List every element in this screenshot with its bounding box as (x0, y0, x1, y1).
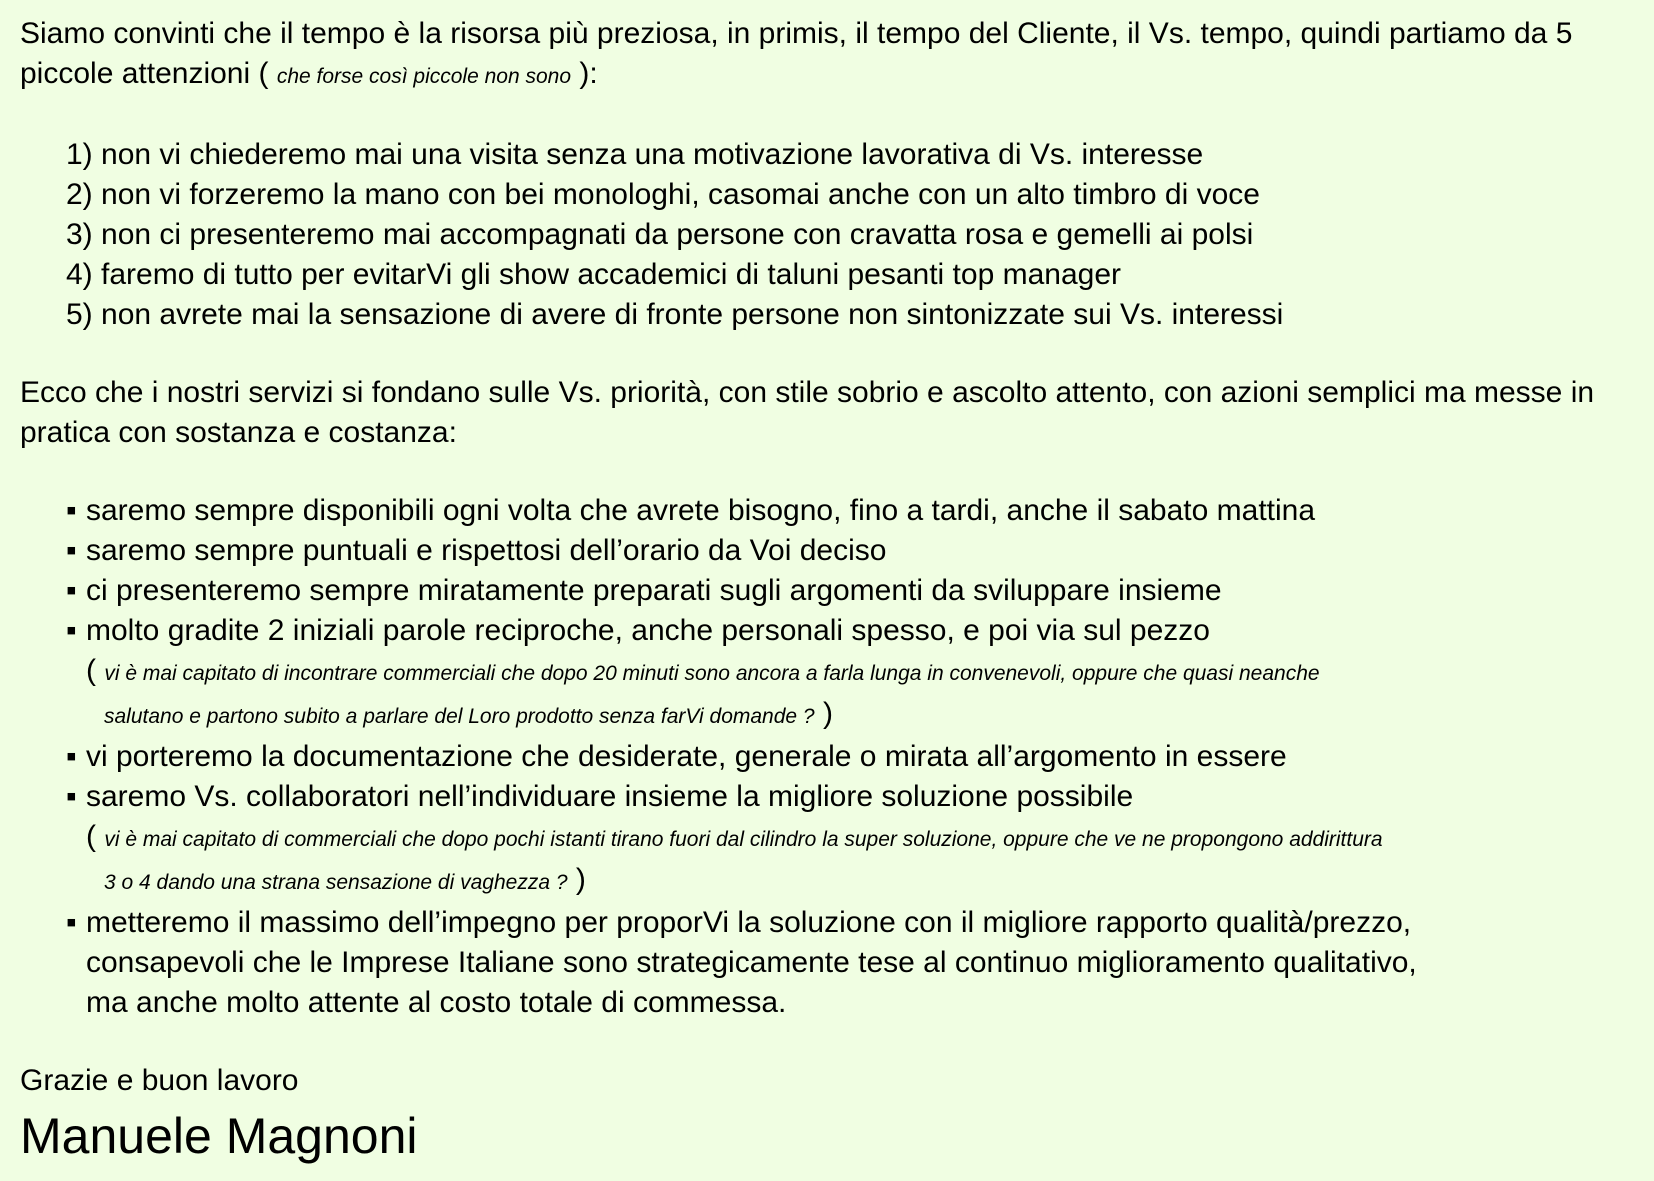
service-text: metteremo il massimo dell’impegno per proporVi la soluzione con il migliore rapporto qualità/prezzo, (86, 906, 1412, 939)
service-text: vi porteremo la documentazione che desiderate, generale o mirata all’argomento in essere (86, 740, 1287, 773)
attention-item: 2) non vi forzeremo la mano con bei monologhi, casomai anche con un alto timbro di voce (66, 178, 1260, 211)
services-intro: Ecco che i nostri servizi si fondano sulle Vs. priorità, con stile sobrio e ascolto attento, con azioni semplici ma messe in pratica con sostanza e costanza: (20, 376, 1595, 449)
service-text: saremo Vs. collaboratori nell’individuare insieme la migliore soluzione possibile (86, 780, 1134, 813)
attention-item: 4) faremo di tutto per evitarVi gli show accademici di taluni pesanti top manager (66, 258, 1121, 291)
intro-paren-close: ): (579, 57, 598, 90)
note-paren-close: ) (822, 697, 833, 730)
service-item (66, 531, 1640, 571)
service-text: ma anche molto attente al costo totale di commessa. (86, 986, 787, 1019)
bullet-icon: ▪ (66, 534, 77, 567)
note-line (86, 651, 1640, 694)
attention-item: 5) non avrete mai la sensazione di avere di fronte persone non sintonizzate sui Vs. interessi (66, 298, 1284, 331)
services-list (20, 491, 1640, 1023)
note-line (86, 694, 1640, 737)
bullet-icon: ▪ (66, 574, 77, 607)
bullet-icon: ▪ (66, 740, 77, 773)
document-page (20, 14, 1640, 1167)
note-line (86, 817, 1640, 860)
service-item (66, 611, 1640, 737)
service-item (66, 491, 1640, 531)
attentions-list (20, 135, 1640, 335)
service-text: consapevoli che le Imprese Italiane sono strategicamente tese al continuo miglioramento qualitativo, (86, 946, 1417, 979)
bullet-icon: ▪ (66, 494, 77, 527)
service-note (86, 817, 1640, 903)
service-item (66, 571, 1640, 611)
bullet-icon: ▪ (66, 906, 77, 939)
note-text: 3 o 4 dando una strana sensazione di vaghezza ? (104, 871, 568, 894)
intro-aside: che forse così piccole non sono (276, 65, 572, 88)
bullet-icon: ▪ (66, 780, 77, 813)
attention-item: 3) non ci presenteremo mai accompagnati da persone con cravatta rosa e gemelli ai polsi (66, 218, 1254, 251)
note-line (86, 860, 1640, 903)
service-text: saremo sempre puntuali e rispettosi dell’orario da Voi deciso (86, 534, 887, 567)
note-paren-open: ( (86, 820, 96, 853)
note-text: vi è mai capitato di commerciali che dopo pochi istanti tirano fuori dal cilindro la super soluzione, oppure che ve ne propongono addirittura (104, 828, 1383, 851)
intro-text: Siamo convinti che il tempo è la risorsa più preziosa, in primis, il tempo del Cliente, il Vs. tempo, quindi partiamo da 5 piccole attenzioni (20, 17, 1573, 90)
intro-paren-open: ( (258, 57, 269, 90)
service-item (66, 777, 1640, 903)
signature: Manuele Magnoni (20, 1108, 418, 1164)
service-text: molto gradite 2 iniziali parole reciproche, anche personali spesso, e poi via sul pezzo (86, 614, 1210, 647)
note-text: vi è mai capitato di incontrare commerciali che dopo 20 minuti sono ancora a farla lunga in convenevoli, oppure che quasi neanche (104, 662, 1320, 685)
note-paren-open: ( (86, 654, 96, 687)
bullet-icon: ▪ (66, 614, 77, 647)
attention-item: 1) non vi chiederemo mai una visita senza una motivazione lavorativa di Vs. interesse (66, 138, 1204, 171)
service-item (66, 903, 1640, 1023)
service-text: saremo sempre disponibili ogni volta che avrete bisogno, fino a tardi, anche il sabato mattina (86, 494, 1316, 527)
service-note (86, 651, 1640, 737)
note-paren-close: ) (575, 863, 586, 896)
closing-text: Grazie e buon lavoro (20, 1064, 299, 1097)
intro-paragraph (20, 14, 1640, 97)
note-text: salutano e partono subito a parlare del Loro prodotto senza farVi domande ? (104, 705, 815, 728)
service-text: ci presenteremo sempre miratamente preparati sugli argomenti da sviluppare insieme (86, 574, 1222, 607)
service-item (66, 737, 1640, 777)
